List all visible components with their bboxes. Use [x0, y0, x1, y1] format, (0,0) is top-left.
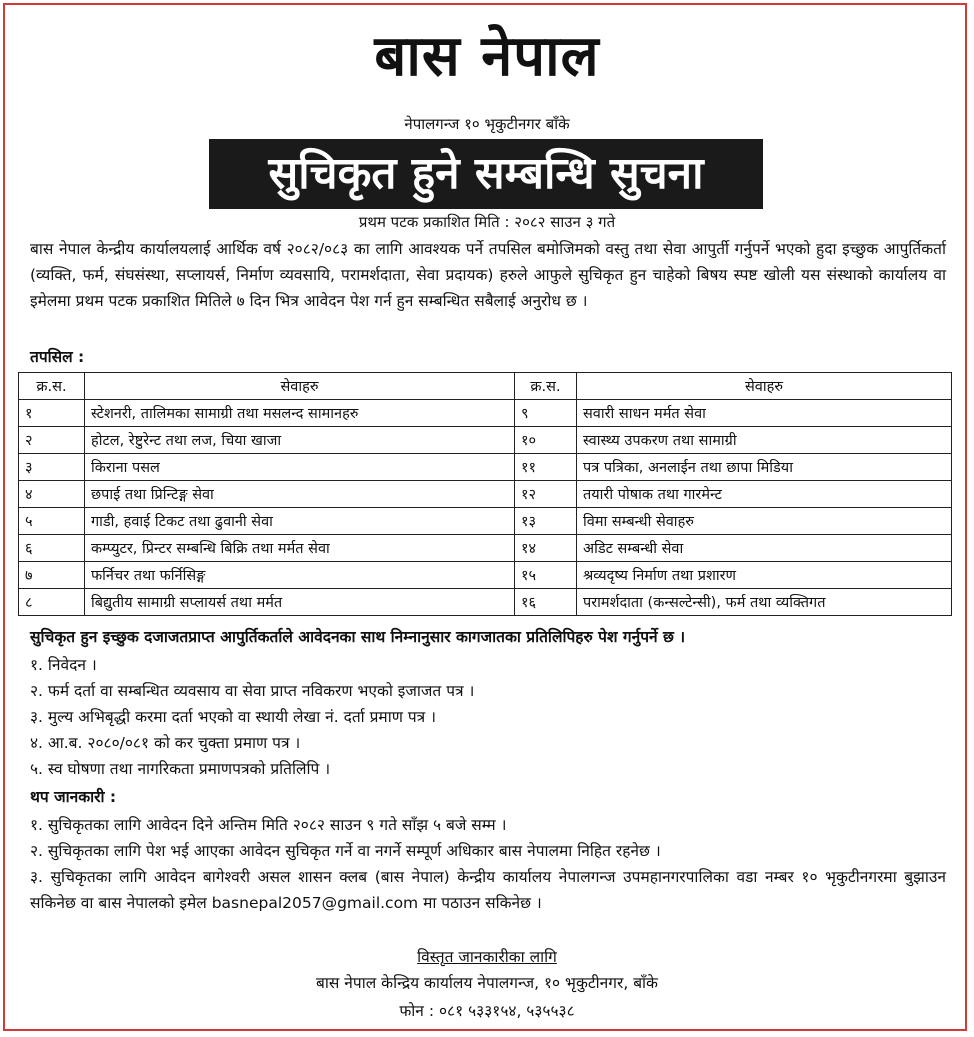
table-row — [19, 400, 952, 427]
service-cell: विमा सम्बन्धी सेवाहरु — [577, 508, 952, 535]
serial-cell: ७ — [19, 562, 85, 589]
org-address: नेपालगन्ज १० भृकुटीनगर बाँके — [404, 115, 570, 133]
serial-cell: १० — [515, 427, 577, 454]
header-serial: क्र.स. — [515, 373, 577, 400]
table-row — [19, 562, 952, 589]
list-item: ५. स्व घोषणा तथा नागरिकता प्रमाणपत्रको प्रतिलिपि । — [30, 760, 331, 778]
serial-cell: ५ — [19, 508, 85, 535]
list-item: ३. सुचिकृतका लागि आवेदन बागेश्वरी असल शासन क्लब (बास नेपाल) केन्द्रीय कार्यालय नेपालगन्ज उपमहानगरपालिका वडा नम्बर १० भृकुटीनगरमा बुझाउन सकिनेछ वा बास नेपालको इमेल basnepal2057@gmail.com मा पठाउन सकिनेछ । — [30, 868, 946, 912]
service-cell: स्वास्थ्य उपकरण तथा सामाग्री — [577, 427, 952, 454]
details-label: विस्तृत जानकारीका लागि — [417, 948, 557, 966]
table-header-row — [19, 373, 952, 400]
service-cell: फर्निचर तथा फर्निसिङ्ग — [85, 562, 515, 589]
service-cell: सवारी साधन मर्मत सेवा — [577, 400, 952, 427]
table-row — [19, 535, 952, 562]
service-cell: बिद्युतीय सामाग्री सप्लायर्स तथा मर्मत — [85, 589, 515, 616]
serial-cell: २ — [19, 427, 85, 454]
table-row — [19, 481, 952, 508]
table-row — [19, 589, 952, 616]
table-row — [19, 508, 952, 535]
notice-title-banner: सुचिकृत हुने सम्बन्धि सुचना — [209, 139, 763, 209]
header-serial: क्र.स. — [19, 373, 85, 400]
service-cell: किराना पसल — [85, 454, 515, 481]
header-services: सेवाहरु — [85, 373, 515, 400]
service-cell: होटल, रेष्टुरेन्ट तथा लज, चिया खाजा — [85, 427, 515, 454]
service-cell: परामर्शदाता (कन्सल्टेन्सी), फर्म तथा व्यक्तिगत — [577, 589, 952, 616]
serial-cell: १५ — [515, 562, 577, 589]
serial-cell: १४ — [515, 535, 577, 562]
table-label: तपसिल : — [30, 348, 85, 366]
service-cell: छपाई तथा प्रिन्टिङ्ग सेवा — [85, 481, 515, 508]
header-services: सेवाहरु — [577, 373, 952, 400]
phone-numbers: फोन : ०८१ ५३३१५४, ५३५५३८ — [399, 1002, 575, 1020]
org-name: बास नेपाल — [374, 24, 600, 89]
list-item: २. फर्म दर्ता वा सम्बन्धित व्यवसाय वा सेवा प्राप्त नविकरण भएको इजाजत पत्र । — [30, 682, 475, 700]
serial-cell: ६ — [19, 535, 85, 562]
service-cell: श्रव्यदृष्य निर्माण तथा प्रशारण — [577, 562, 952, 589]
publish-date: प्रथम पटक प्रकाशित मिति : २०८२ साउन ३ गते — [358, 213, 616, 231]
services-table — [18, 372, 952, 616]
serial-cell: ११ — [515, 454, 577, 481]
table-row — [19, 454, 952, 481]
service-cell: अडिट सम्बन्धी सेवा — [577, 535, 952, 562]
serial-cell: ४ — [19, 481, 85, 508]
more-info-list — [30, 812, 946, 916]
serial-cell: १२ — [515, 481, 577, 508]
intro-paragraph: बास नेपाल केन्द्रीय कार्यालयलाई आर्थिक वर्ष २०८२/०८३ का लागि आवश्यक पर्ने तपसिल बमोजिमको वस्तु तथा सेवा आपुर्ती गर्नुपर्ने भएको हुदा इच्छुक आपुर्तिकर्ता (व्यक्ति, फर्म, संघसंस्था, सप्लायर्स, निर्माण व्यवसायि, परामर्शदाता, सेवा प्रदायक) हरुले आफुले सुचिकृत हुन चाहेको बिषय स्पष्ट खोली यस संस्थाको कार्यालय वा इमेलमा प्रथम पटक प्रकाशित मितिले ७ दिन भित्र आवेदन पेश गर्न हुन सम्बन्धित सबैलाई अनुरोध छ । — [30, 240, 946, 310]
serial-cell: १३ — [515, 508, 577, 535]
office-address: बास नेपाल केन्द्रिय कार्यालय नेपालगन्ज, १० भृकुटीनगर, बाँके — [316, 974, 658, 992]
list-item: ३. मुल्य अभिबृद्धी करमा दर्ता भएको वा स्थायी लेखा नं. दर्ता प्रमाण पत्र । — [30, 708, 437, 726]
serial-cell: ९ — [515, 400, 577, 427]
list-item: १. निवेदन । — [30, 656, 97, 674]
service-cell: पत्र पत्रिका, अनलाईन तथा छापा मिडिया — [577, 454, 952, 481]
documents-list — [30, 652, 946, 782]
serial-cell: ८ — [19, 589, 85, 616]
more-info-label: थप जानकारी : — [30, 788, 117, 806]
service-cell: गाडी, हवाई टिकट तथा ढुवानी सेवा — [85, 508, 515, 535]
table-row — [19, 427, 952, 454]
service-cell: स्टेशनरी, तालिमका सामाग्री तथा मसलन्द सामानहरु — [85, 400, 515, 427]
list-item: २. सुचिकृतका लागि पेश भई आएका आवेदन सुचिकृत गर्ने वा नगर्ने सम्पूर्ण अधिकार बास नेपालमा निहित रहनेछ । — [30, 842, 661, 860]
service-cell: कम्प्युटर, प्रिन्टर सम्बन्धि बिक्रि तथा मर्मत सेवा — [85, 535, 515, 562]
list-item: ४. आ.ब. २०८०/०८१ को कर चुक्ता प्रमाण पत्र । — [30, 734, 301, 752]
documents-intro: सुचिकृत हुन इच्छुक दजाजतप्राप्त आपुर्तिकर्ताले आवेदनका साथ निम्नानुसार कागजातका प्रतिलिपिहरु पेश गर्नुपर्ने छ । — [30, 628, 686, 646]
service-cell: तयारी पोषाक तथा गारमेन्ट — [577, 481, 952, 508]
list-item: १. सुचिकृतका लागि आवेदन दिने अन्तिम मिति २०८२ साउन ९ गते साँझ ५ बजे सम्म । — [30, 816, 507, 834]
serial-cell: १ — [19, 400, 85, 427]
serial-cell: १६ — [515, 589, 577, 616]
serial-cell: ३ — [19, 454, 85, 481]
